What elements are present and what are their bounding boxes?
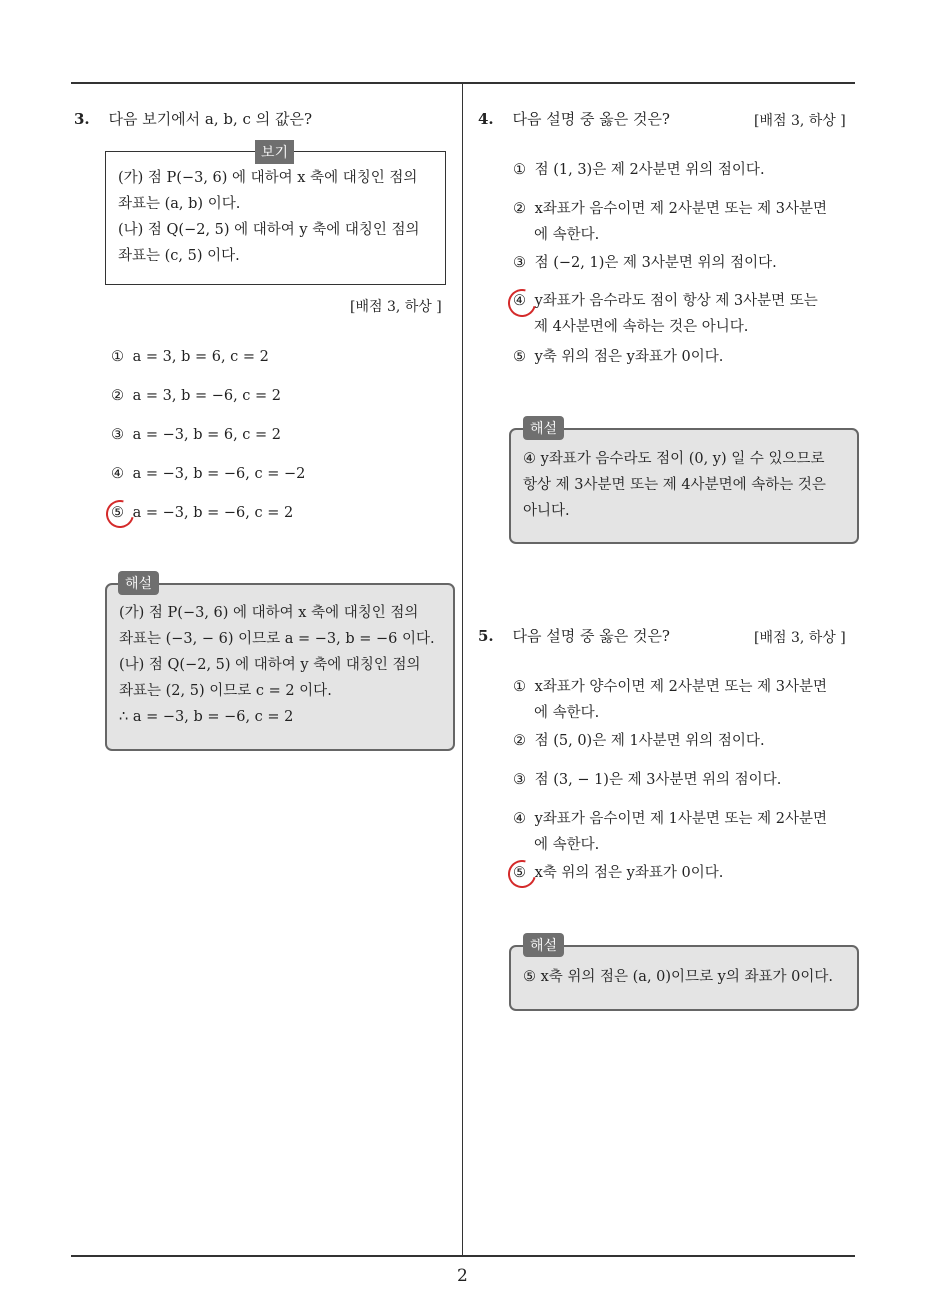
q3-box-line: (가) 점 P(−3, 6) 에 대하여 x 축에 대칭인 점의 — [118, 170, 418, 186]
q5-option-1[interactable] — [513, 674, 827, 726]
q4-solution-label: 해설 — [523, 416, 564, 440]
q3-number: 3. — [74, 110, 90, 128]
q4-prompt: 다음 설명 중 옳은 것은? — [512, 110, 670, 128]
q4-solution-line: 아니다. — [523, 503, 570, 519]
q4-option-1[interactable] — [513, 157, 765, 183]
q4-solution-box — [509, 428, 859, 544]
option-text: y좌표가 음수이면 제 1사분면 또는 제 2사분면 — [534, 811, 828, 827]
option-number: ③ — [513, 772, 526, 788]
option-text-continued: 에 속한다. — [534, 837, 600, 853]
q5-header — [478, 625, 670, 646]
q3-solution-label: 해설 — [118, 571, 159, 595]
option-number: ① — [513, 162, 526, 178]
option-text: a = −3, b = 6, c = 2 — [132, 427, 282, 443]
option-text-continued: 제 4사분면에 속하는 것은 아니다. — [534, 319, 749, 335]
q4-solution-line: 항상 제 3사분면 또는 제 4사분면에 속하는 것은 — [523, 477, 826, 493]
option-text: a = 3, b = −6, c = 2 — [132, 388, 282, 404]
option-text: 점 (−2, 1)은 제 3사분면 위의 점이다. — [534, 255, 777, 271]
q5-prompt: 다음 설명 중 옳은 것은? — [512, 627, 670, 645]
q3-solution-line: (가) 점 P(−3, 6) 에 대하여 x 축에 대칭인 점의 — [119, 605, 419, 621]
q4-option-5[interactable] — [513, 344, 723, 370]
q3-prompt: 다음 보기에서 a, b, c 의 값은? — [108, 110, 312, 128]
q4-number: 4. — [478, 110, 494, 128]
q3-example-box — [105, 151, 446, 285]
page-number: 2 — [457, 1266, 468, 1286]
option-text-continued: 에 속한다. — [534, 705, 600, 721]
option-text: 점 (5, 0)은 제 1사분면 위의 점이다. — [534, 733, 765, 749]
q4-option-4[interactable] — [513, 288, 818, 340]
option-number: ② — [111, 388, 124, 404]
option-number: ① — [111, 349, 124, 365]
q3-solution-line: ∴ a = −3, b = −6, c = 2 — [119, 709, 294, 725]
option-number: ② — [513, 733, 526, 749]
option-text: x좌표가 양수이면 제 2사분면 또는 제 3사분면 — [534, 679, 828, 695]
q5-option-4[interactable] — [513, 806, 827, 858]
q3-header — [74, 108, 312, 129]
q3-option-4[interactable] — [111, 461, 305, 487]
q5-solution-label: 해설 — [523, 933, 564, 957]
option-number: ③ — [111, 427, 124, 443]
option-text: x좌표가 음수이면 제 2사분면 또는 제 3사분면 — [534, 201, 828, 217]
top-rule — [71, 82, 855, 84]
q3-option-3[interactable] — [111, 422, 281, 448]
q4-option-2[interactable] — [513, 196, 827, 248]
column-divider — [462, 84, 463, 1256]
q3-solution-box — [105, 583, 455, 751]
option-text: a = −3, b = −6, c = −2 — [132, 466, 306, 482]
option-number: ② — [513, 201, 526, 217]
option-text: a = 3, b = 6, c = 2 — [132, 349, 269, 365]
option-number: ⑤ — [513, 349, 526, 365]
q3-box-line: (나) 점 Q(−2, 5) 에 대하여 y 축에 대칭인 점의 — [118, 222, 420, 238]
q3-score: [배점 3, 하상 ] — [350, 299, 442, 315]
q5-number: 5. — [478, 627, 494, 645]
q3-box-line: 좌표는 (a, b) 이다. — [118, 196, 241, 212]
bottom-rule — [71, 1255, 855, 1257]
q3-solution-line: 좌표는 (2, 5) 이므로 c = 2 이다. — [119, 683, 332, 699]
q5-solution-line: ⑤ x축 위의 점은 (a, 0)이므로 y의 좌표가 0이다. — [523, 969, 833, 985]
option-text: a = −3, b = −6, c = 2 — [132, 505, 294, 521]
q3-solution-line: (나) 점 Q(−2, 5) 에 대하여 y 축에 대칭인 점의 — [119, 657, 421, 673]
q4-score: [배점 3, 하상 ] — [754, 113, 846, 129]
q5-option-3[interactable] — [513, 767, 781, 793]
q3-option-5[interactable] — [111, 500, 293, 526]
q4-option-3[interactable] — [513, 250, 777, 276]
q3-option-1[interactable] — [111, 344, 269, 370]
q5-option-2[interactable] — [513, 728, 765, 754]
option-number: ④ — [513, 293, 526, 309]
option-text: y축 위의 점은 y좌표가 0이다. — [534, 349, 724, 365]
q3-option-2[interactable] — [111, 383, 281, 409]
option-text: 점 (3, − 1)은 제 3사분면 위의 점이다. — [534, 772, 782, 788]
q4-header — [478, 108, 670, 129]
option-text: x축 위의 점은 y좌표가 0이다. — [534, 865, 724, 881]
option-number: ④ — [111, 466, 124, 482]
option-text-continued: 에 속한다. — [534, 227, 600, 243]
option-number: ④ — [513, 811, 526, 827]
q3-solution-line: 좌표는 (−3, − 6) 이므로 a = −3, b = −6 이다. — [119, 631, 435, 647]
option-number: ⑤ — [513, 865, 526, 881]
q3-box-label: 보기 — [255, 140, 294, 164]
option-text: y좌표가 음수라도 점이 항상 제 3사분면 또는 — [534, 293, 818, 309]
option-number: ⑤ — [111, 505, 124, 521]
option-text: 점 (1, 3)은 제 2사분면 위의 점이다. — [534, 162, 765, 178]
q5-option-5[interactable] — [513, 860, 723, 886]
q3-box-line: 좌표는 (c, 5) 이다. — [118, 248, 240, 264]
option-number: ③ — [513, 255, 526, 271]
q5-score: [배점 3, 하상 ] — [754, 630, 846, 646]
option-number: ① — [513, 679, 526, 695]
q4-solution-line: ④ y좌표가 음수라도 점이 (0, y) 일 수 있으므로 — [523, 451, 825, 467]
